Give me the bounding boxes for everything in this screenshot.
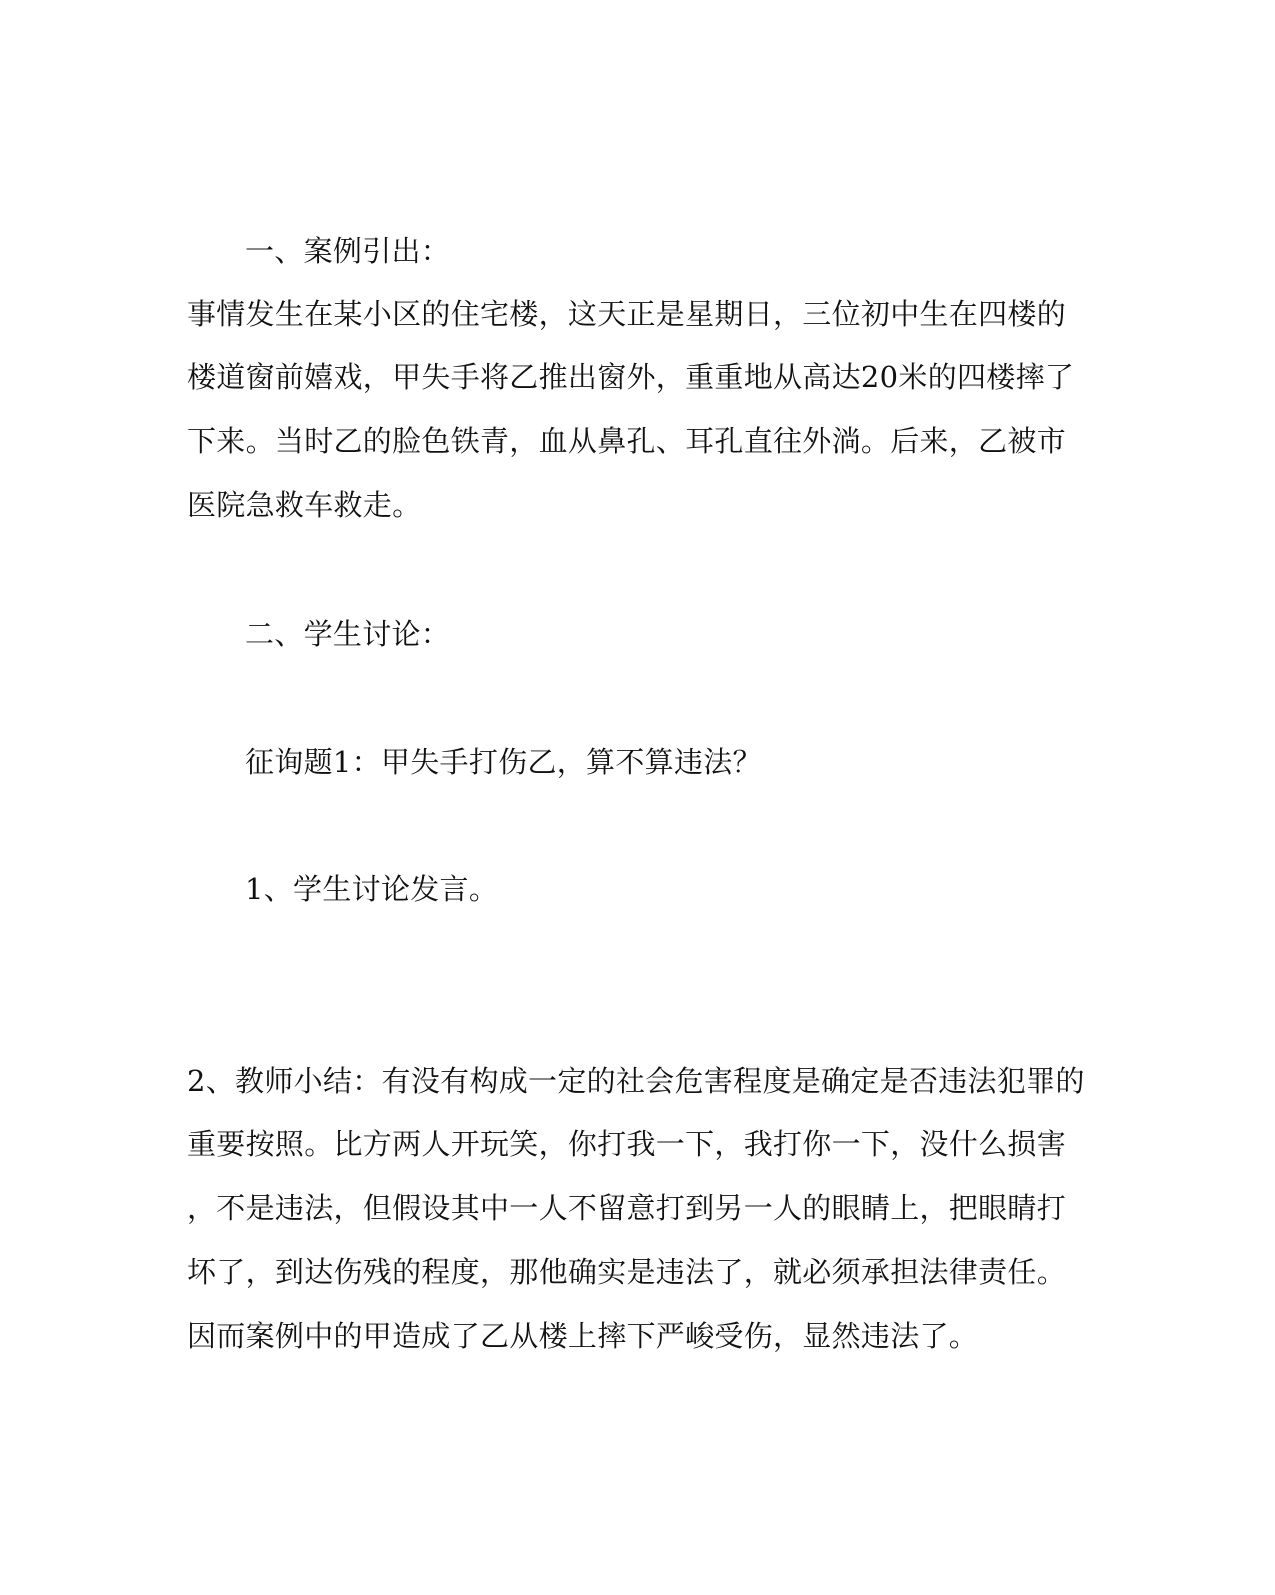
teacher-summary-line-4: 坏了，到达伤残的程度，那他确实是违法了，就必须承担法律责任。 (187, 1255, 1067, 1289)
teacher-summary-line-1: 2、教师小结：有没有构成一定的社会危害程度是确定是否违法犯罪的 (187, 1064, 1085, 1098)
case-paragraph-line-1: 事情发生在某小区的住宅楼，这天正是星期日，三位初中生在四楼的 (187, 297, 1067, 331)
teacher-summary-line-2: 重要按照。比方两人开玩笑，你打我一下，我打你一下，没什么损害 (187, 1127, 1067, 1161)
teacher-summary-line-5: 因而案例中的甲造成了乙从楼上摔下严峻受伤，显然违法了。 (187, 1319, 979, 1353)
case-paragraph-line-3: 下来。当时乙的脸色铁青，血从鼻孔、耳孔直往外淌。后来，乙被市 (187, 424, 1067, 458)
discussion-question: 征询题1：甲失手打伤乙，算不算违法？ (245, 745, 762, 779)
teacher-summary-line-3: ，不是违法，但假设其中一人不留意打到另一人的眼睛上，把眼睛打 (187, 1191, 1067, 1225)
case-paragraph-line-4: 医院急救车救走。 (187, 488, 422, 522)
case-paragraph-line-2: 楼道窗前嬉戏，甲失手将乙推出窗外，重重地从高达20米的四楼摔了 (187, 360, 1075, 394)
discussion-item-1: 1、学生讨论发言。 (245, 872, 499, 906)
section-heading-case-introduction: 一、案例引出： (245, 234, 451, 268)
section-heading-student-discussion: 二、学生讨论： (245, 617, 451, 651)
